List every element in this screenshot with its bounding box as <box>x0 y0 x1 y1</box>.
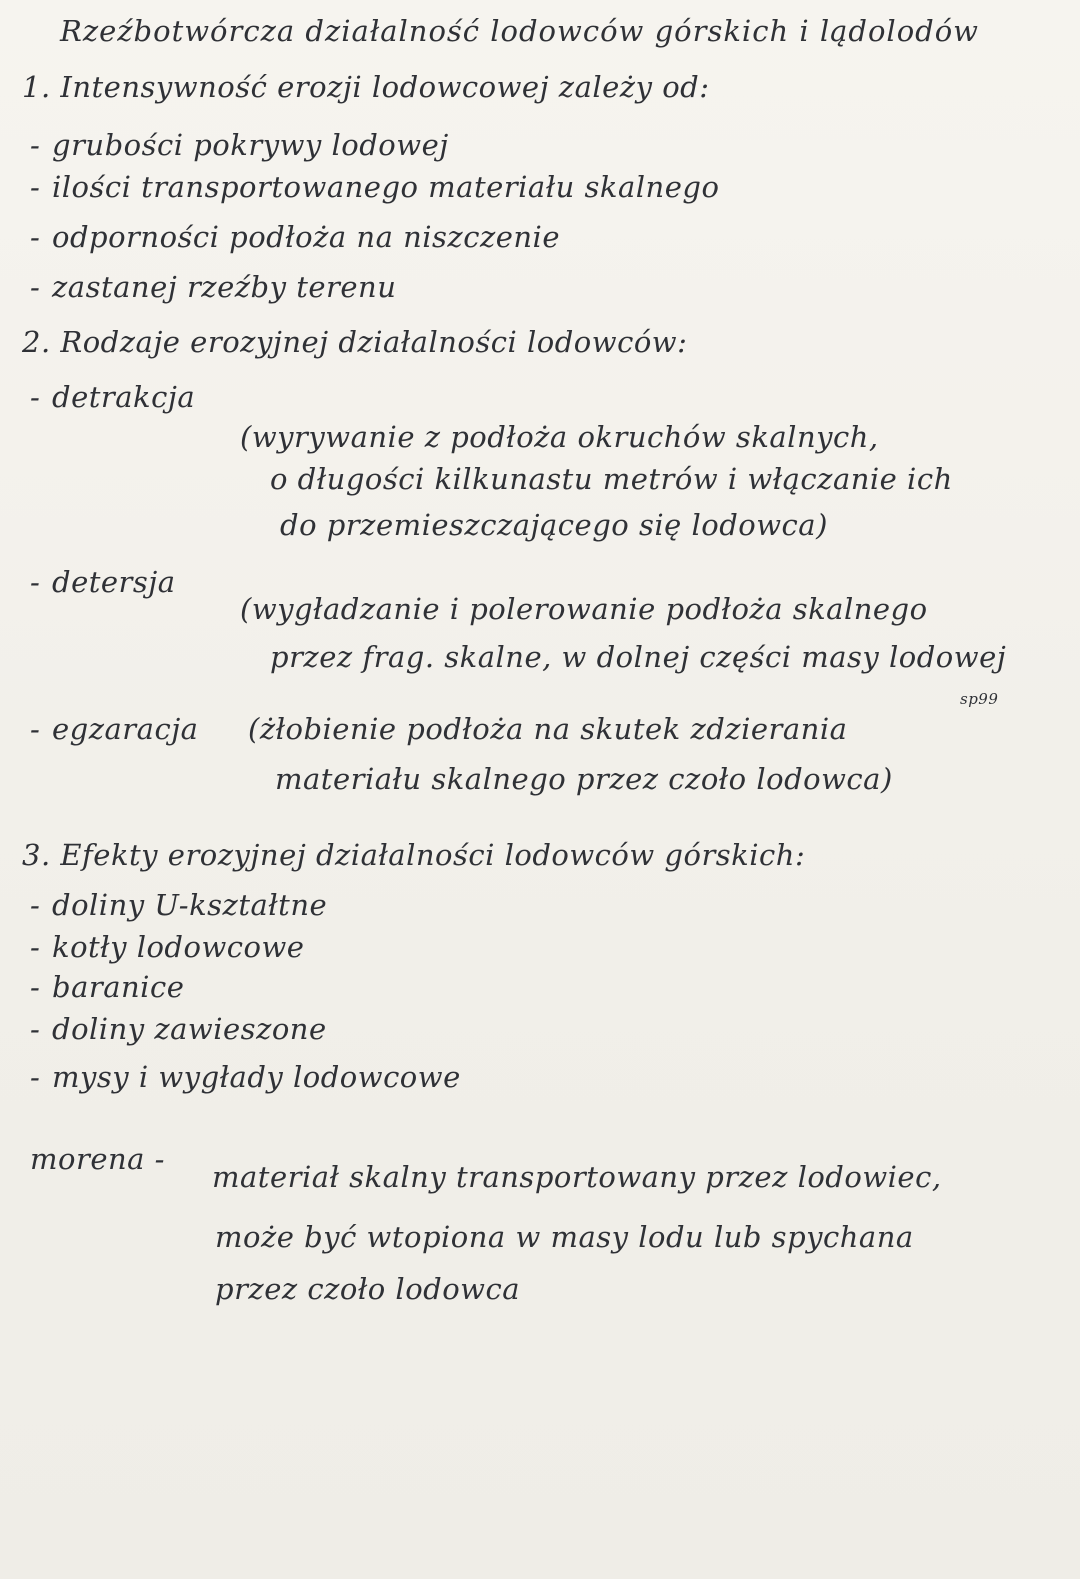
egzaracja-desc-2: materiału skalnego przez czoło lodowca) <box>275 762 893 796</box>
list-item: - mysy i wygłady lodowcowe <box>30 1060 461 1094</box>
detersja-desc-2: przez frag. skalne, w dolnej części masy lodowej <box>270 640 1007 674</box>
section-3-heading: 3. Efekty erozyjnej działalności lodowców górskich: <box>22 838 806 872</box>
list-item: - zastanej rzeźby terenu <box>30 270 397 304</box>
egzaracja-term: - egzaracja <box>30 712 199 746</box>
detersja-note: sp99 <box>960 690 999 708</box>
morena-desc-1: materiał skalny transportowany przez lodowiec, <box>212 1160 942 1194</box>
page-title: Rzeźbotwórcza działalność lodowców górskich i lądolodów <box>60 14 979 48</box>
morena-desc-2: może być wtopiona w masy lodu lub spychana <box>215 1220 914 1254</box>
detersja-desc-1: (wygładzanie i polerowanie podłoża skalnego <box>240 592 928 626</box>
list-item: - odporności podłoża na niszczenie <box>30 220 560 254</box>
morena-term: morena - <box>30 1142 165 1176</box>
detrakcja-desc-2: o długości kilkunastu metrów i włączanie ich <box>270 462 953 496</box>
list-item: - ilości transportowanego materiału skalnego <box>30 170 720 204</box>
section-1-heading: 1. Intensywność erozji lodowcowej zależy od: <box>22 70 710 104</box>
detrakcja-desc-1: (wyrywanie z podłoża okruchów skalnych, <box>240 420 879 454</box>
egzaracja-desc-1: (żłobienie podłoża na skutek zdzierania <box>248 712 848 746</box>
list-item: - doliny U-kształtne <box>30 888 328 922</box>
list-item: - doliny zawieszone <box>30 1012 327 1046</box>
detrakcja-desc-3: do przemieszczającego się lodowca) <box>280 508 828 542</box>
morena-desc-3: przez czoło lodowca <box>215 1272 521 1306</box>
detersja-term: - detersja <box>30 565 176 599</box>
section-2-heading: 2. Rodzaje erozyjnej działalności lodowców: <box>22 325 688 359</box>
list-item: - grubości pokrywy lodowej <box>30 128 449 162</box>
detrakcja-term: - detrakcja <box>30 380 196 414</box>
list-item: - baranice <box>30 970 185 1004</box>
list-item: - kotły lodowcowe <box>30 930 305 964</box>
